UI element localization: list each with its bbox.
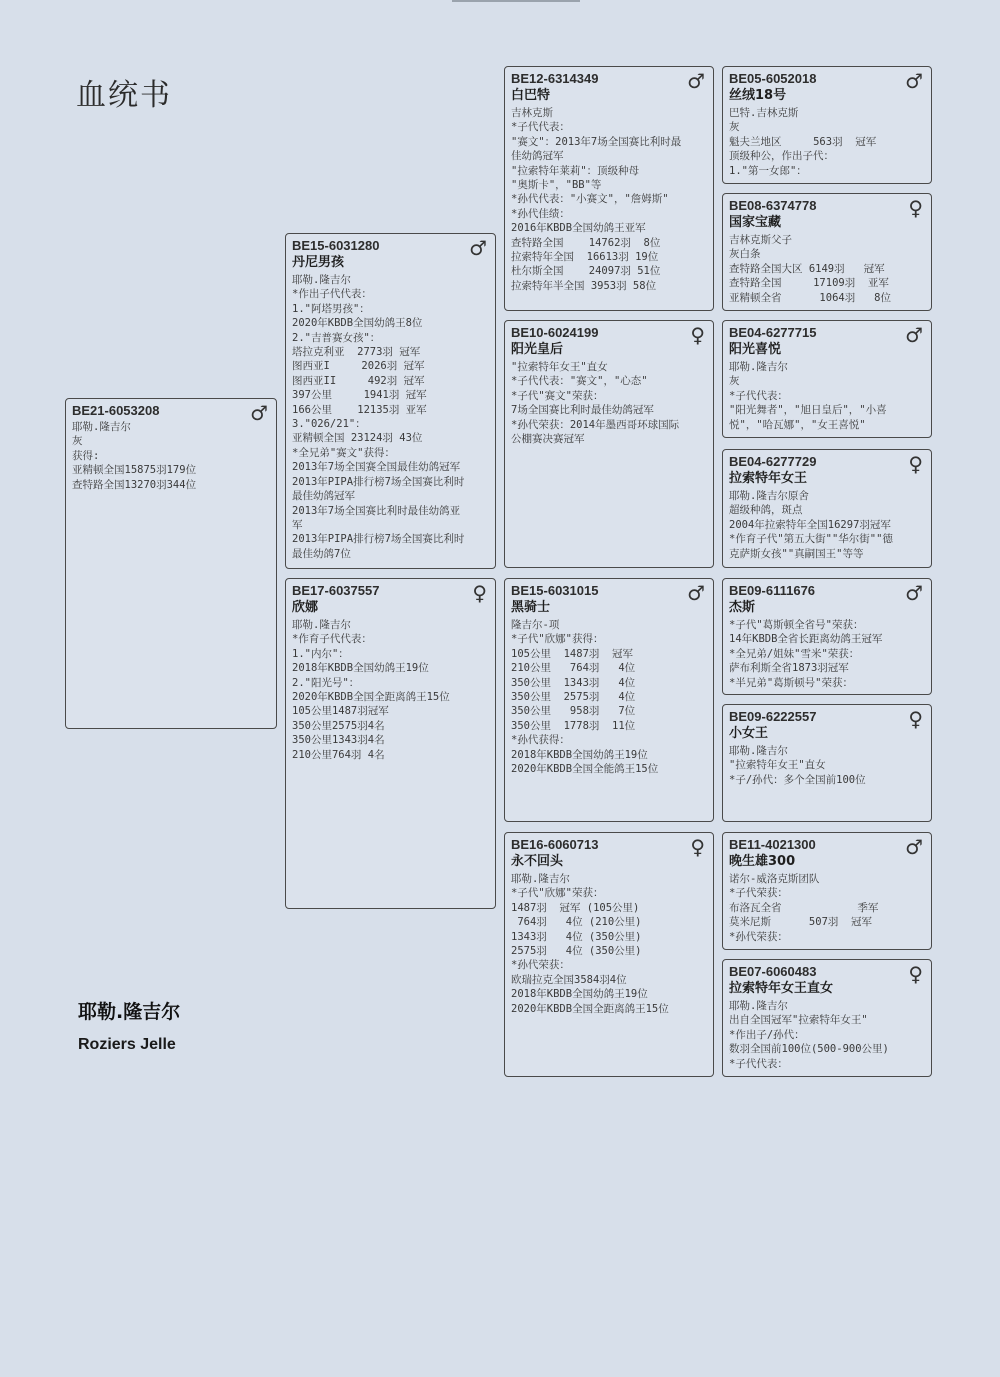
note-line: 塔拉克利亚 2773羽 冠军	[292, 346, 421, 359]
note-line: 2013年PIPA排行榜7场全国赛比利时	[292, 533, 465, 546]
note-line: *作育子代代表：	[292, 633, 372, 646]
note-line: 查特路全国大区 6149羽 冠军	[729, 262, 885, 275]
pedigree-notes	[729, 744, 925, 787]
note-line: 灰	[729, 121, 740, 134]
pigeon-card-dam-sire	[504, 578, 714, 822]
note-line: 350公里 958羽 7位	[511, 705, 636, 718]
note-line: 耶勒.隆吉尔	[511, 873, 570, 885]
note-line: 耶勒.隆吉尔	[729, 745, 788, 757]
female-symbol-icon: ♀	[908, 196, 923, 220]
pedigree-notes	[729, 618, 925, 690]
pedigree-notes	[511, 872, 707, 1016]
note-line: 耶勒.隆吉尔原舍	[729, 490, 809, 502]
note-line: 2."吉普赛女孩"：	[292, 331, 381, 344]
note-line: 欧瑞拉克全国3584羽4位	[511, 973, 627, 986]
note-line: 灰白条	[729, 248, 761, 261]
ring-number: BE15-6031280	[292, 238, 380, 253]
pedigree-notes	[729, 999, 925, 1071]
pedigree-notes	[729, 872, 925, 944]
male-symbol-icon: ♂	[687, 69, 705, 93]
female-symbol-icon: ♀	[908, 452, 923, 476]
note-line: 耶勒.隆吉尔	[292, 274, 351, 286]
pigeon-card-dam-dam-sire	[722, 832, 932, 950]
note-line: 2016年KBDB全国幼鸽王亚军	[511, 222, 646, 235]
note-line: *作出子代代表：	[292, 288, 372, 301]
ring-number: BE05-6052018	[729, 71, 817, 86]
note-line: 1487羽 冠军 (105公里)	[511, 901, 640, 914]
note-line: 2020年KBDB全国全距离鸽王15位	[292, 691, 450, 704]
ring-number: BE11-4021300	[729, 837, 816, 852]
pigeon-card-sire-sire	[504, 66, 714, 311]
note-line: 350公里 1778羽 11位	[511, 719, 636, 732]
ring-number: BE12-6314349	[511, 71, 599, 86]
note-line: "赛文"：2013年7场全国赛比利时最	[511, 135, 682, 148]
pigeon-card-sire-sire-dam	[722, 193, 932, 311]
note-line: *子代"欣娜"获得：	[511, 633, 604, 646]
breeder-name-english: Roziers Jelle	[78, 1036, 176, 1053]
note-line: 1343羽 4位 (350公里)	[511, 930, 642, 943]
note-line: *子代"葛斯顿全省号"荣获：	[729, 619, 864, 631]
note-line: *孙代荣获：2014年墨西哥环球国际	[511, 418, 680, 431]
note-line: 397公里 1941羽 冠军	[292, 389, 427, 402]
pedigree-notes	[72, 420, 270, 492]
note-line: 莫米尼斯 507羽 冠军	[729, 916, 873, 929]
note-line: *孙代获得：	[511, 734, 570, 747]
note-line: 3."026/21"：	[292, 418, 366, 431]
male-symbol-icon: ♂	[250, 401, 268, 425]
ring-number: BE04-6277729	[729, 454, 817, 469]
note-line: 灰	[72, 435, 83, 448]
ring-number: BE21-6053208	[72, 403, 160, 418]
ring-number: BE15-6031015	[511, 583, 599, 598]
ring-number: BE09-6111676	[729, 583, 816, 598]
note-line: *子代代表："赛文"，"心态"	[511, 375, 648, 388]
note-line: 1."第一女郎"：	[729, 164, 807, 177]
pigeon-name: 阳光喜悦	[729, 342, 782, 357]
note-line: 拉索特年全国 16613羽 19位	[511, 251, 659, 264]
note-line: 耶勒.隆吉尔	[729, 1000, 788, 1012]
note-line: *孙代佳绩：	[511, 207, 570, 220]
note-line: 2."阳光号"：	[292, 676, 360, 689]
note-line: 耶勒.隆吉尔	[72, 421, 131, 433]
note-line: 诺尔-威洛克斯团队	[729, 873, 820, 885]
note-line: *子代代表：	[729, 1057, 788, 1070]
note-line: "拉索特年莱莉"：顶级种母	[511, 164, 640, 177]
note-line: 公棚赛决赛冠军	[511, 433, 585, 446]
pigeon-card-dam-sire-dam	[722, 704, 932, 822]
pedigree-notes	[511, 360, 707, 446]
pigeon-card-sire	[285, 233, 496, 569]
note-line: 查特路全国 14762羽 8位	[511, 236, 661, 249]
note-line: 魁夫兰地区 563羽 冠军	[729, 135, 877, 148]
pigeon-name: 国家宝藏	[729, 215, 782, 230]
note-line: 2020年KBDB全国全能鸽王15位	[511, 763, 659, 776]
male-symbol-icon: ♂	[687, 581, 705, 605]
pigeon-name: 黑骑士	[511, 600, 551, 615]
pedigree-notes	[729, 489, 925, 561]
note-line: 350公里 1343羽 4位	[511, 676, 636, 689]
ring-number: BE17-6037557	[292, 583, 380, 598]
pigeon-card-dam-dam	[504, 832, 714, 1077]
pigeon-name: 晚生雄300	[729, 854, 796, 869]
note-line: "拉索特年女王"直女	[729, 759, 826, 772]
note-line: 图西亚I 2026羽 冠军	[292, 360, 425, 373]
note-line: 350公里2575羽4名	[292, 719, 385, 732]
note-line: *孙代代表："小赛文"，"詹姆斯"	[511, 193, 669, 206]
note-line: 巴特.吉林克斯	[729, 107, 799, 119]
note-line: 军	[292, 518, 303, 531]
note-line: 数羽全国前100位(500-900公里)	[729, 1043, 889, 1056]
note-line: 拉索特年半全国 3953羽 58位	[511, 279, 657, 292]
note-line: "拉索特年女王"直女	[511, 361, 608, 373]
pigeon-name: 拉索特年女王	[729, 471, 808, 486]
note-line: 764羽 4位 (210公里)	[511, 916, 642, 929]
note-line: 2575羽 4位 (350公里)	[511, 945, 642, 958]
note-line: 350公里 2575羽 4位	[511, 691, 636, 704]
note-line: 350公里1343羽4名	[292, 734, 385, 747]
note-line: *全兄弟"赛文"获得：	[292, 446, 395, 459]
ring-number: BE04-6277715	[729, 325, 817, 340]
note-line: 2018年KBDB全国幼鸽王19位	[292, 662, 429, 675]
breeder-name-chinese: 耶勒.隆吉尔	[78, 1001, 181, 1023]
note-line: 隆吉尔-项	[511, 619, 560, 631]
pigeon-name: 欣娜	[292, 600, 319, 615]
note-line: *孙代荣获：	[511, 959, 570, 972]
male-symbol-icon: ♂	[905, 835, 923, 859]
note-line: 2013年7场全国赛比利时最佳幼鸽亚	[292, 504, 461, 517]
note-line: 2018年KBDB全国幼鸽王19位	[511, 988, 648, 1001]
ring-number: BE07-6060483	[729, 964, 817, 979]
note-line: 耶勒.隆吉尔	[729, 361, 788, 373]
female-symbol-icon: ♀	[690, 835, 705, 859]
female-symbol-icon: ♀	[908, 962, 923, 986]
pedigree-notes	[729, 360, 925, 432]
pedigree-notes	[729, 106, 925, 178]
female-symbol-icon: ♀	[908, 707, 923, 731]
note-line: *孙代荣获：	[729, 930, 788, 943]
pigeon-name: 永不回头	[511, 854, 564, 869]
page-title: 血统书	[76, 78, 172, 113]
pigeon-name: 小女王	[729, 726, 769, 741]
note-line: *子代代表：	[511, 121, 570, 134]
pigeon-name: 阳光皇后	[511, 342, 564, 357]
note-line: 查特路全国13270羽344位	[72, 478, 197, 491]
note-line: 杜尔斯全国 24097羽 51位	[511, 265, 661, 278]
note-line: *子代代表：	[729, 389, 788, 402]
note-line: 1."内尔"：	[292, 647, 349, 660]
note-line: 吉林克斯父子	[729, 234, 792, 246]
male-symbol-icon: ♂	[469, 236, 487, 260]
note-line: 获得:	[72, 449, 100, 462]
pigeon-name: 白巴特	[511, 88, 551, 103]
ring-number: BE09-6222557	[729, 709, 817, 724]
male-symbol-icon: ♂	[905, 69, 923, 93]
note-line: *子代"赛文"荣获：	[511, 389, 604, 402]
pedigree-notes	[292, 273, 489, 561]
note-line: 亚精顿全国 23124羽 43位	[292, 432, 423, 445]
female-symbol-icon: ♀	[690, 323, 705, 347]
note-line: 2013年7场全国赛全国最佳幼鸽冠军	[292, 461, 461, 474]
male-symbol-icon: ♂	[905, 581, 923, 605]
note-line: 吉林克斯	[511, 107, 553, 119]
note-line: *子/孙代：多个全国前100位	[729, 773, 866, 786]
pedigree-notes	[729, 233, 925, 305]
note-line: 14年KBDB全省长距离幼鸽王冠军	[729, 633, 883, 646]
note-line: 悦"，"哈瓦娜"，"女王喜悦"	[729, 418, 866, 431]
note-line: 最佳幼鸽7位	[292, 547, 351, 560]
note-line: 亚精顿全省 1064羽 8位	[729, 291, 892, 304]
note-line: 7场全国赛比利时最佳幼鸽冠军	[511, 404, 654, 417]
note-line: 灰	[729, 375, 740, 388]
pedigree-notes	[292, 618, 489, 762]
note-line: 出自全国冠军"拉索特年女王"	[729, 1014, 868, 1027]
pigeon-card-sire-dam-dam	[722, 449, 932, 568]
ring-number: BE10-6024199	[511, 325, 599, 340]
pigeon-name: 杰斯	[729, 600, 756, 615]
note-line: 105公里 1487羽 冠军	[511, 647, 634, 660]
pigeon-card-sire-dam-sire	[722, 320, 932, 438]
note-line: 105公里1487羽冠军	[292, 705, 389, 718]
note-line: 2018年KBDB全国幼鸽王19位	[511, 748, 648, 761]
note-line: *全兄弟/姐妹"雪米"荣获：	[729, 647, 860, 660]
note-line: 2020年KBDB全国幼鸽王8位	[292, 317, 423, 330]
note-line: *作育子代"第五大街""华尔街""德	[729, 533, 893, 546]
note-line: 2004年拉索特年全国16297羽冠军	[729, 518, 891, 531]
pigeon-name: 拉索特年女王直女	[729, 981, 834, 996]
note-line: 亚精顿全国15875羽179位	[72, 464, 197, 477]
pedigree-notes	[511, 618, 707, 776]
note-line: 佳幼鸽冠军	[511, 150, 564, 163]
ring-number: BE16-6060713	[511, 837, 599, 852]
note-line: 2013年PIPA排行榜7场全国赛比利时	[292, 475, 465, 488]
note-line: 166公里 12135羽 亚军	[292, 403, 427, 416]
male-symbol-icon: ♂	[905, 323, 923, 347]
pigeon-card-subject	[65, 398, 277, 729]
note-line: "阳光舞者"，"旭日皇后"，"小喜	[729, 404, 887, 417]
note-line: 顶级种公，作出子代：	[729, 150, 834, 163]
top-binder-tab	[452, 0, 580, 2]
note-line: 210公里764羽 4名	[292, 748, 385, 761]
note-line: 布洛瓦全省 季军	[729, 901, 879, 914]
pedigree-notes	[511, 106, 707, 293]
note-line: 超级种鸽，斑点	[729, 504, 803, 517]
note-line: *子代荣获：	[729, 887, 788, 900]
note-line: 1."阿塔男孩"：	[292, 302, 370, 315]
pigeon-card-dam-dam-dam	[722, 959, 932, 1077]
note-line: *子代"欣娜"荣获：	[511, 887, 604, 900]
note-line: 萨布利斯全省1873羽冠军	[729, 662, 849, 675]
female-symbol-icon: ♀	[472, 581, 487, 605]
note-line: 图西亚II 492羽 冠军	[292, 374, 425, 387]
note-line: 2020年KBDB全国全距离鸽王15位	[511, 1002, 669, 1015]
note-line: *作出子/孙代：	[729, 1028, 805, 1041]
note-line: 最佳幼鸽冠军	[292, 490, 355, 503]
pigeon-card-dam-sire-sire	[722, 578, 932, 695]
note-line: 耶勒.隆吉尔	[292, 619, 351, 631]
pigeon-card-sire-dam	[504, 320, 714, 568]
pigeon-name: 丝绒18号	[729, 88, 787, 103]
note-line: 查特路全国 17109羽 亚军	[729, 277, 889, 290]
note-line: 克萨斯女孩""真嗣国王"等等	[729, 547, 864, 560]
note-line: 210公里 764羽 4位	[511, 662, 636, 675]
pigeon-card-sire-sire-sire	[722, 66, 932, 184]
note-line: "奥斯卡"，"BB"等	[511, 179, 602, 192]
ring-number: BE08-6374778	[729, 198, 817, 213]
pigeon-name: 丹尼男孩	[292, 255, 345, 270]
pigeon-card-dam	[285, 578, 496, 909]
note-line: *半兄弟"葛斯顿号"荣获：	[729, 676, 853, 689]
